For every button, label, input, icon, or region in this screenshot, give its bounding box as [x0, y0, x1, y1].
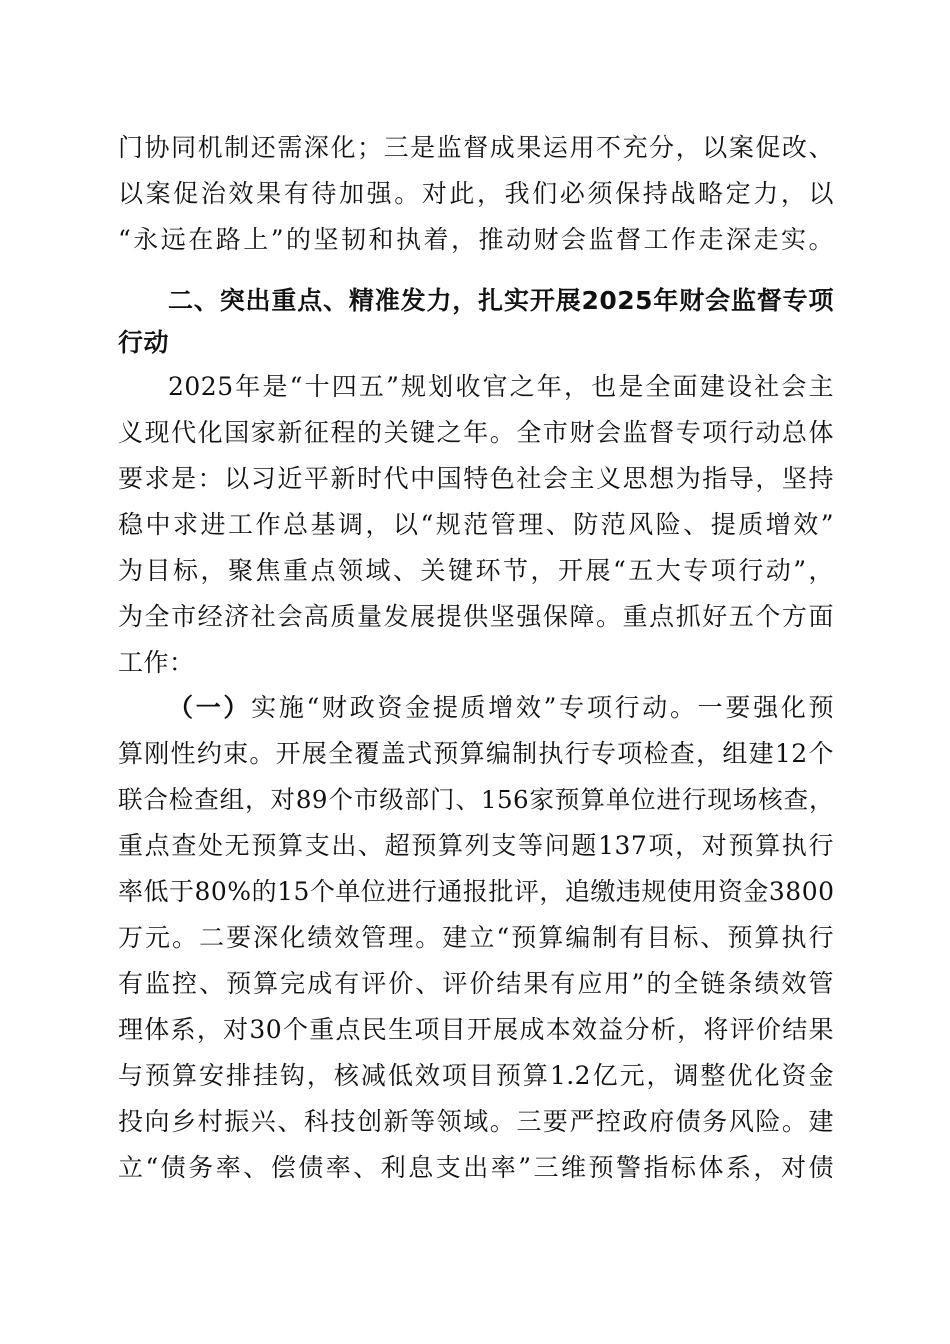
paragraph-line: 2025年是“十四五”规划收官之年，也是全面建设社会主 [168, 372, 834, 401]
paragraph-line: 门协同机制还需深化；三是监督成果运用不充分，以案促改、 [118, 133, 834, 162]
paragraph-line: 联合检查组，对89个市级部门、156家预算单位进行现场核查， [118, 785, 834, 814]
section-heading-continued: 行动 [118, 328, 170, 357]
section-heading: 二、突出重点、精准发力，扎实开展2025年财会监督专项 [168, 286, 834, 315]
paragraph-line: 为全市经济社会高质量发展提供坚强保障。重点抓好五个方面 [118, 602, 834, 631]
paragraph-line: 率低于80%的15个单位进行通报批评，追缴违规使用资金3800 [118, 877, 835, 906]
paragraph-line: 与预算安排挂钩，核减低效项目预算1.2亿元，调整优化资金 [118, 1061, 834, 1090]
paragraph-line: 有监控、预算完成有评价、评价结果有应用”的全链条绩效管 [118, 969, 834, 998]
paragraph-line: 算刚性约束。开展全覆盖式预算编制执行专项检查，组建12个 [118, 739, 834, 768]
paragraph-line: 工作： [118, 648, 195, 677]
sub-section-line [168, 692, 834, 724]
paragraph-line: 重点查处无预算支出、超预算列支等问题137项，对预算执行 [118, 831, 834, 860]
paragraph-line: 为目标，聚焦重点领域、关键环节，开展“五大专项行动”， [118, 556, 834, 585]
paragraph-line: 义现代化国家新征程的关键之年。全市财会监督专项行动总体 [118, 418, 834, 447]
paragraph-line: 以案促治效果有待加强。对此，我们必须保持战略定力，以 [118, 179, 834, 208]
sub-heading-text: 实施“财政资金提质增效”专项行动。一要强化预 [251, 693, 834, 722]
sub-heading-label: （一） [168, 693, 252, 722]
paragraph-line: 投向乡村振兴、科技创新等领域。三要严控政府债务风险。建 [118, 1107, 834, 1136]
paragraph-line: 理体系，对30个重点民生项目开展成本效益分析，将评价结果 [118, 1015, 834, 1044]
paragraph-line: 立“债务率、偿债率、利息支出率”三维预警指标体系，对债 [118, 1153, 834, 1182]
paragraph-line: “永远在路上”的坚韧和执着，推动财会监督工作走深走实。 [118, 225, 834, 254]
paragraph-line: 稳中求进工作总基调，以“规范管理、防范风险、提质增效” [118, 510, 834, 539]
paragraph-line: 要求是：以习近平新时代中国特色社会主义思想为指导，坚持 [118, 464, 834, 493]
paragraph-line: 万元。二要深化绩效管理。建立“预算编制有目标、预算执行 [118, 923, 834, 952]
